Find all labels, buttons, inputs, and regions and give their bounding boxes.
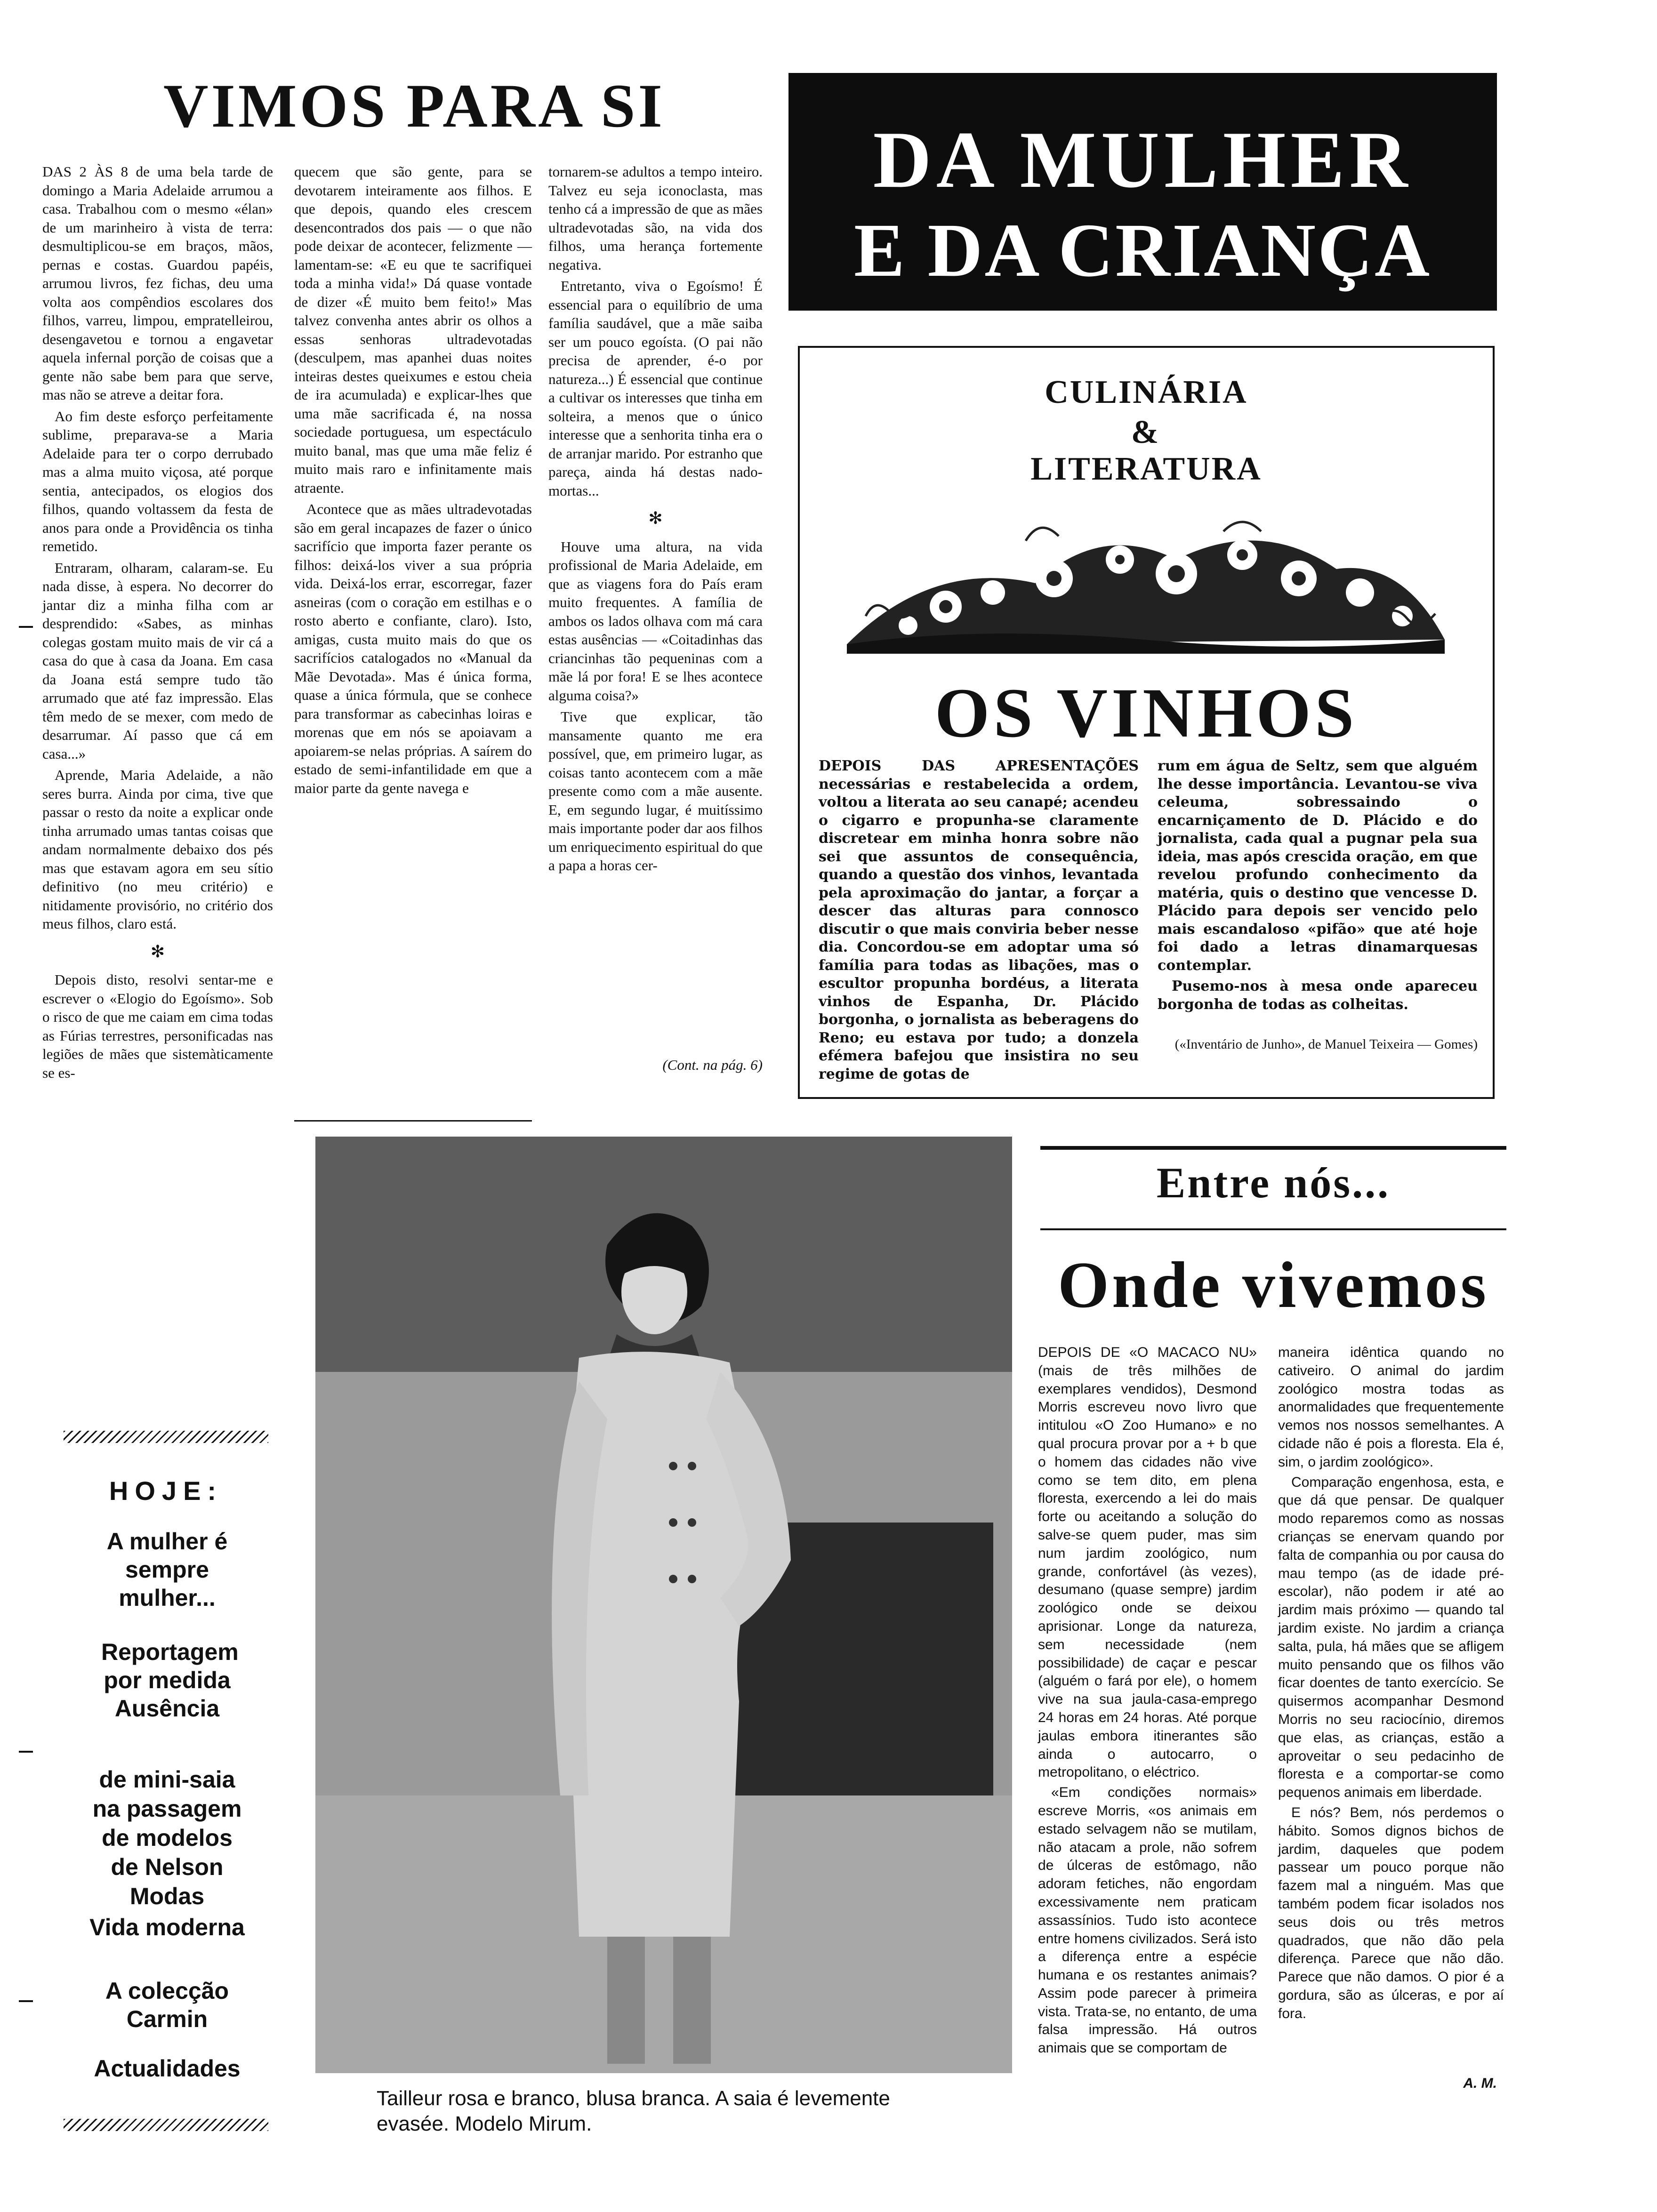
hoje-item: de mini-saia na passagem de modelos de Nelson Modas xyxy=(92,1766,242,1909)
headline-onde-vivemos: Onde vivemos xyxy=(1058,1249,1489,1322)
masthead-line-1: DA MULHER xyxy=(873,115,1413,205)
hoje-item: Actualidades xyxy=(94,2055,241,2082)
article-column-1 xyxy=(42,162,273,1217)
model-figure-icon xyxy=(315,1137,1012,2073)
section-separator-icon: ✻ xyxy=(150,942,165,961)
box-heading-ampersand: & xyxy=(1131,414,1162,450)
right-article-column-1 xyxy=(1038,1344,1257,2092)
hoje-item: A colecção Carmin xyxy=(105,1978,229,2032)
headline-vimos-para-si: VIMOS PARA SI xyxy=(163,71,665,140)
box-paragraph: rum em água de Seltz, sem que alguém lhe desse importância. Levantou-se viva celeuma, sobressaindo o encarniçamento de D. Plácido e do jornalista, cada qual a pugnar pela sua ideia, mas após crescida oração, em que revelou profundo conhecimento da matéria, quis o destino que vencesse D. Plácido para depois ser vencido pelo mais escandaloso «pifão» que até hoje foi dado a letras dinamarquesas contemplar. xyxy=(1158,758,1478,974)
margin-mark xyxy=(19,626,33,628)
paragraph: Comparação engenhosa, esta, e que dá que pensar. De qualquer modo reparemos como as nossas crianças se enervam quando por falta de companhia ou por causa do mau tempo (as de idade pré-escolar), não podem ir até ao jardim mais próximo — quando tal jardim existe. No jardim a criança salta, pula, há mães que se afligem muito pensando que os filhos vão ficar doentes de tanto exercício. Se quisermos acompanhar Desmond Morris no seu raciocínio, diremos que elas, as crianças, estão a aproveitar o seu pedacinho de floresta e a comportar-se como pequenos animais em liberdade. xyxy=(1278,1474,1504,1801)
hoje-box xyxy=(64,1431,268,2132)
box-column-2 xyxy=(1158,757,1478,1054)
hoje-heading: HOJE: xyxy=(109,1476,223,1506)
box-heading-culinaria: CULINÁRIA xyxy=(1045,374,1248,410)
section-separator-icon: ✻ xyxy=(648,509,663,528)
section-rule xyxy=(1040,1228,1506,1230)
paragraph: Entraram, olharam, calaram-se. Eu nada disse, à espera. No decorrer do jantar diz a minha filha com ar desprendido: «Sabes, as minhas colegas gostam muito mais de vir cá a casa do que à casa da Joana. Em casa da Joana está sempre tudo tão arrumado que até faz impressão. Elas têm medo de se mexer, com medo de desarrumar. Aí passo que cá em casa...» xyxy=(42,559,273,762)
right-article-column-2 xyxy=(1278,1344,1504,2068)
section-masthead xyxy=(788,73,1497,311)
photo-caption xyxy=(377,2086,1036,2137)
caption-line: Tailleur rosa e branco, blusa branca. A saia é levemente xyxy=(377,2087,890,2110)
paragraph: DAS 2 ÀS 8 de uma bela tarde de domingo a Maria Adelaide arrumou a casa. Trabalhou com o mesmo «élan» de um marinheiro à vista de terra: desmultiplicou-se em braços, mãos, pernas e costas. Guardou papéis, arrumou livros, fez fichas, deu uma volta aos compêndios escolares dos filhos, varreu, limpou, empratelleirou, desengavetou e tornou a engavetar aquela infernal porção de coisas que a gente não sabe bem para que serve, mas não se atreve a deitar fora. xyxy=(42,163,273,403)
kicker-entre-nos: Entre nós... xyxy=(1156,1159,1391,1207)
hoje-item: Reportagem por medida Ausência xyxy=(101,1639,239,1722)
section-rule xyxy=(1040,1146,1506,1150)
box-paragraph: Pusemo-nos à mesa onde apareceu borgonha de todas as colheitas. xyxy=(1158,978,1478,1013)
box-title-os-vinhos: OS VINHOS xyxy=(934,674,1358,752)
hoje-item: Vida moderna xyxy=(89,1914,245,1940)
author-signature: A. M. xyxy=(1463,2076,1497,2091)
paragraph: Ao fim deste esforço perfeitamente sublime, preparava-se a Maria Adelaide para ter o corpo derrubado mas a alma muito viçosa, até porque sentia, antecipados, os elogios dos filhos, quando voltassem da festa de anos para onde a Providência os tinha remetido. xyxy=(42,408,273,554)
box-heading-literatura: LITERATURA xyxy=(1030,451,1262,487)
article-column-2 xyxy=(294,162,532,1115)
paragraph: DEPOIS DE «O MACACO NU» (mais de três milhões de exemplares vendidos), Desmond Morris escreveu novo livro que intitulou «O Zoo Humano» e no qual procura provar por a + b que o homem das cidades não vive como se tem dito, em plena floresta, exercendo a lei do mais forte ou aceitando a solução do salve-se quem puder, mas sim num jardim zoológico, num grande, confortável (às vezes), desumano (quase sempre) jardim zoológico onde se deixou aprisionar. Longe da natureza, sem necessidade (nem possibilidade) de caçar e pescar (alguém o fará por ele), o homem vive na sua jaula-casa-emprego 24 horas em 24 horas. Até porque jaulas embora itinerantes são ainda o autocarro, o metropolitano, o eléctrico. xyxy=(1038,1345,1257,1780)
paragraph: Tive que explicar, tão mansamente quanto me era possível, que, em primeiro lugar, as coisas tanto acontecem com a mãe presente como com a mãe ausente. E, em segundo lugar, é muitíssimo mais importante poder dar aos filhos um enriquecimento espiritual do que a papa a horas cer- xyxy=(548,708,763,874)
box-column-1: DEPOIS DAS APRESENTAÇÕES necessárias e restabelecida a ordem, voltou a literata ao seu canapé; acendeu o cigarro e propunha-se claramente discretear em minha honra sobre não sei que assuntos de consequência, quando a questão dos vinhos, levantada pela aproximação do jantar, a forçar a descer das alturas para connosco discutir o que mais conviria beber nesse dia. Concordou-se em adoptar uma só família para todas as libações, mas o escultor propunha bordéus, a literata vinhos de Espanha, Dr. Plácido borgonha, o jornalista as beberagens do Reno; eu estava por tudo; a donzela efémera bafejou que insistira no seu regime de gotas de xyxy=(819,758,1139,1082)
column-rule xyxy=(294,1120,532,1122)
top-zigzag-border xyxy=(64,1431,268,1443)
paragraph: E nós? Bem, nós perdemos o hábito. Somos dignos bichos de jardim, daqueles que podem passear um pouco porque não fazem mal a ninguém. Mas que também podem ficar isolados nos seus dois ou três metros quadrados, que não dão pela diferença. Parece que não dão. Parece que não damos. O pior é a gordura, são as úlceras, e por aí fora. xyxy=(1278,1804,1504,2021)
culinaria-literatura-box xyxy=(798,346,1495,1099)
paragraph: «Em condições normais» escreve Morris, «os animais em estado selvagem não se mutilam, não atacam a prole, não sofrem de úlceras de estômago, não adoram fetiches, não engordam excessivamente nem praticam assassínios. Tudo isto acontece entre homens civilizados. Será isto a diferença entre a espécie humana e os restantes animais? Assim pode parecer à primeira vista. Trata-se, no entanto, de uma falsa impressão. Há outros animais que se comportam de xyxy=(1038,1785,1257,2056)
paragraph: quecem que são gente, para se devotarem inteiramente aos filhos. E que depois, quando eles crescem desencontrados dos pais — o que não pode deixar de acontecer, felizmente — lamentam-se: «E eu que te sacrifiquei toda a minha vida!» Dá quase vontade de dizer «É muito bem feito!» Mas talvez convenha antes abrir os olhos a essas senhoras ultradevotadas (desculpem, mas apanhei duas noites inteiras destes queixumes e estou cheia de ira acumulada) e explicar-lhes que uma mãe sacrificada é, na nossa sociedade portuguesa, um espectáculo muito banal, mas que uma mãe feliz é muito mais raro e infinitamente mais atraente. xyxy=(294,163,532,496)
caption-line: evasée. Modelo Mirum. xyxy=(377,2112,592,2135)
continuation-note: (Cont. na pág. 6) xyxy=(662,1057,763,1073)
margin-mark xyxy=(19,1751,33,1753)
paragraph: Depois disto, resolvi sentar-me e escrever o «Elogio do Egoísmo». Sob o risco de que me caiam em cima todas as Fúrias terrestres, personificadas nas legiões de mães que sistemàticamente se es- xyxy=(42,971,273,1081)
food-still-life-illustration-icon xyxy=(837,503,1454,663)
article-column-3 xyxy=(548,162,763,1052)
masthead-line-2: E DA CRIANÇA xyxy=(853,208,1432,293)
hoje-item: A mulher é sempre mulher... xyxy=(106,1528,228,1611)
paragraph: maneira idêntica quando no cativeiro. O animal do jardim zoológico mostra todas as anormalidades que frequentemente vemos nos nossos semelhantes. A cidade não é pois a floresta. Ela é, sim, o jardim zoológico». xyxy=(1278,1345,1504,1470)
paragraph: Entretanto, viva o Egoísmo! É essencial para o equilíbrio de uma família saudável, que a mãe saiba ser um pouco egoísta. (O pai não precisa de aprender, é-o por natureza...) É essencial que continue a cultivar os interesses que tinha em solteira, a menos que o único interesse que a senhorita tinha era o de arranjar marido. Por estranho que pareça, ainda há destas nado-mortas... xyxy=(548,278,763,499)
paragraph: Acontece que as mães ultradevotadas são em geral incapazes de fazer o único sacrifício que importa fazer perante os filhos: deixá-los viver a sua própria vida. Deixá-los errar, escorregar, fazer asneiras (com o coração em estilhas e o rosto aberto e confiante, claro). Isto, amigas, custa muito mais do que os sacrifícios catalogados no «Manual da Mãe Devotada». Mas é única forma, quase a única fórmula, que se conhece para transformar as cabecinhas loiras e morenas que em nós se apoiavam a apoiarem-se nelas próprias. A saírem do estado de semi-infantilidade em que a maior parte da gente navega e xyxy=(294,501,532,796)
paragraph: tornarem-se adultos a tempo inteiro. Talvez eu seja iconoclasta, mas tenho cá a impressão de que as mães ultradevotadas são, na vida dos filhos, uma herança fortemente negativa. xyxy=(548,163,763,273)
margin-mark xyxy=(19,2000,33,2002)
bottom-zigzag-border xyxy=(64,2119,268,2131)
box-source: («Inventário de Junho», de Manuel Teixeira — Gomes) xyxy=(1174,1037,1478,1052)
paragraph: Aprende, Maria Adelaide, a não seres burra. Ainda por cima, tive que passar o resto da noite a explicar onde tinha arrumado umas tantas coisas que andam normalmente debaixo dos pés mas que estavam agora em seu sítio definitivo (no meu critério) e nitidamente provisório, no critério dos meus filhos, claro está. xyxy=(42,767,273,932)
paragraph: Houve uma altura, na vida profissional de Maria Adelaide, em que as viagens fora do País eram muito frequentes. A família de ambos os lados olhava com má cara estas ausências — «Coitadinhas das criancinhas tão pequeninas com a mãe lá por fora! E se lhes acontece alguma coisa?» xyxy=(548,538,763,704)
fashion-photo xyxy=(315,1137,1012,2073)
